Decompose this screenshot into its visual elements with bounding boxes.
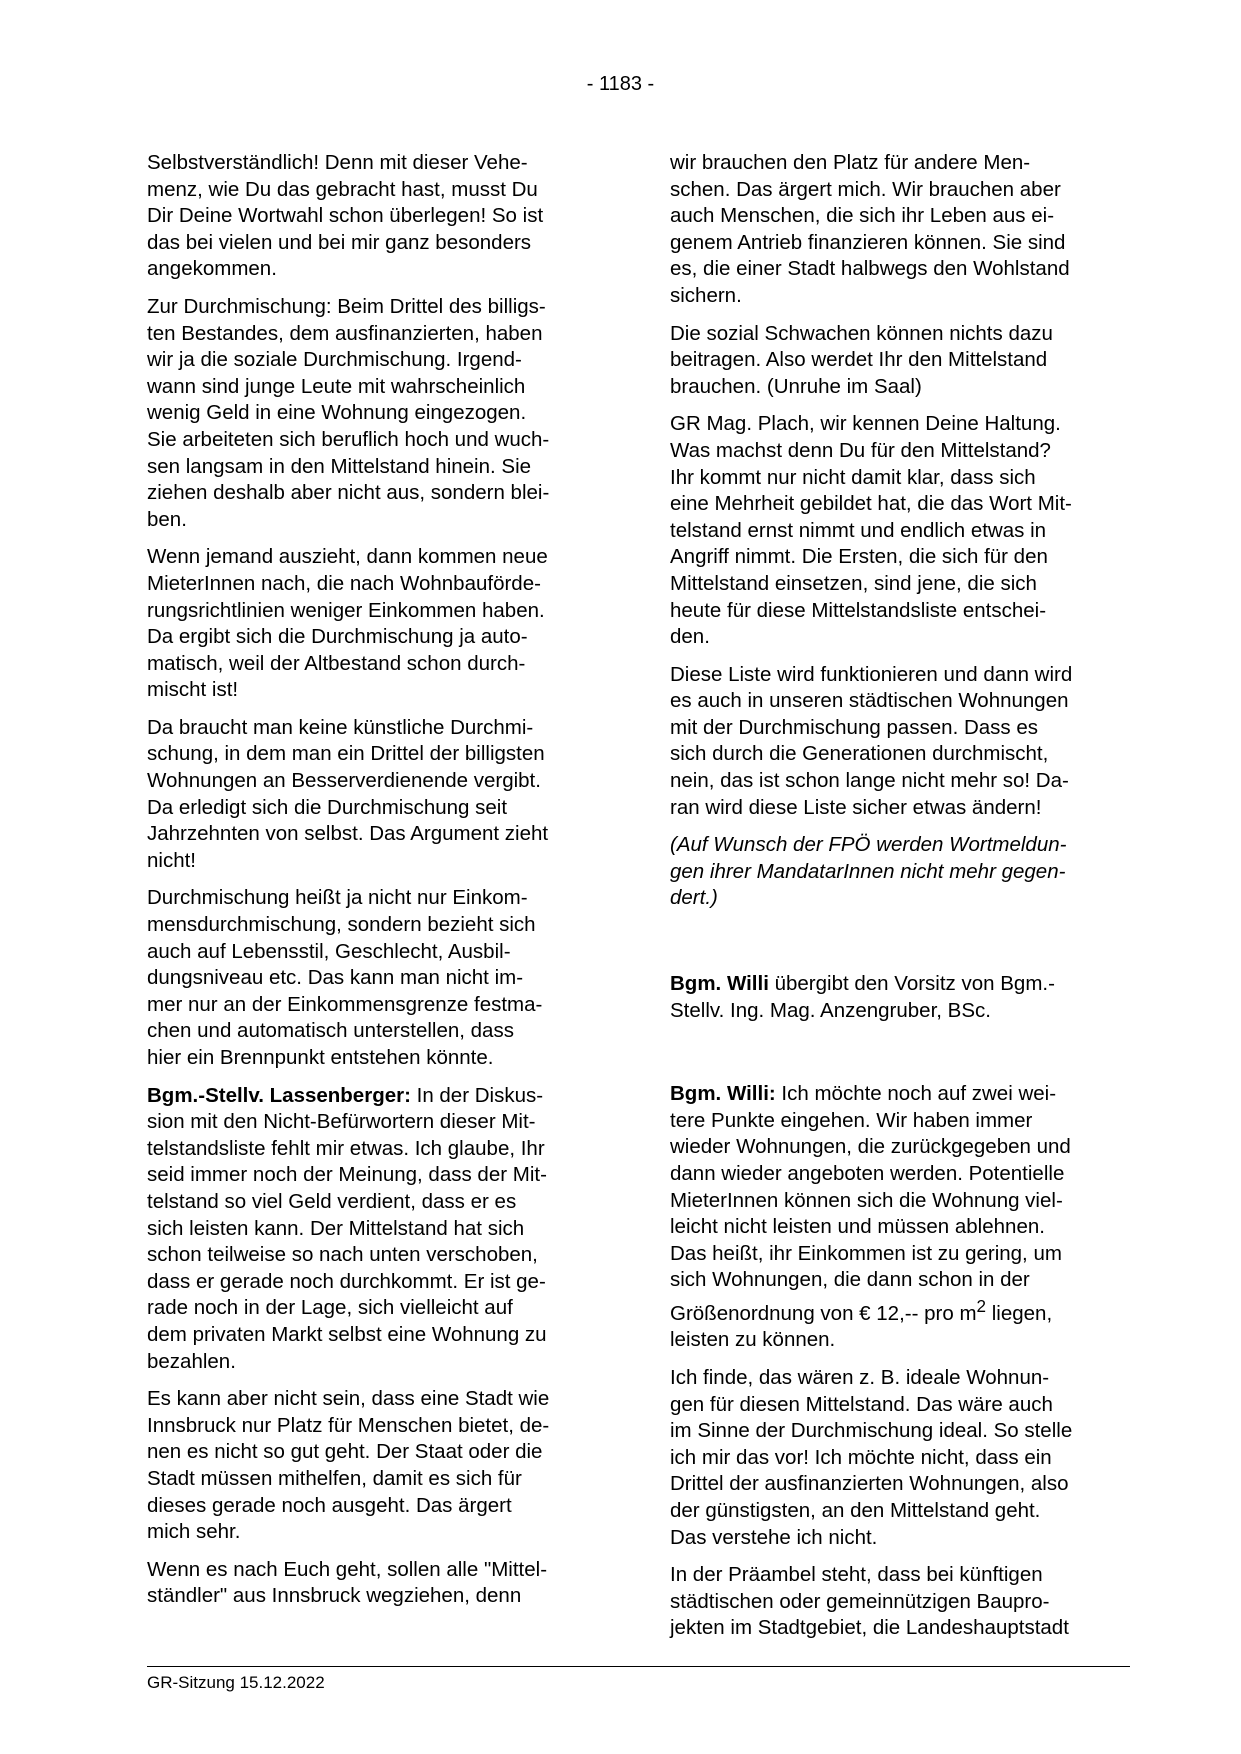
text-line: der günstigsten, an den Mittelstand geht.: [670, 1498, 1041, 1522]
paragraph: [670, 1562, 1130, 1642]
text-line: Was machst denn Du für den Mittelstand?: [670, 438, 1051, 462]
text-line: auch Menschen, die sich ihr Leben aus ei-: [670, 204, 1055, 228]
text-line: bezahlen.: [147, 1349, 236, 1373]
text-line: Das verstehe ich nicht.: [670, 1525, 878, 1549]
paragraph: [670, 662, 1130, 822]
text-line: mensdurchmischung, sondern bezieht sich: [147, 913, 536, 937]
text-line: sich leisten kann. Der Mittelstand hat sich: [147, 1216, 525, 1240]
text-line: Stellv. Ing. Mag. Anzengruber, BSc.: [670, 998, 991, 1022]
text-line: schen. Das ärgert mich. Wir brauchen aber: [670, 177, 1061, 201]
speaker-name: Bgm.-Stellv. Lassenberger:: [147, 1083, 411, 1107]
text-line: dieses gerade noch ausgeht. Das ärgert: [147, 1493, 512, 1517]
text-line: rade noch in der Lage, sich vielleicht auf: [147, 1296, 513, 1320]
superscript: 2: [976, 1296, 987, 1316]
text-line: chen und automatisch unterstellen, dass: [147, 1019, 514, 1043]
text-line: mer nur an der Einkommensgrenze festma-: [147, 992, 543, 1016]
text-line: ran wird diese Liste sicher etwas ändern!: [670, 795, 1042, 819]
text-line: dem privaten Markt selbst eine Wohnung zu: [147, 1322, 547, 1346]
text-line: brauchen. (Unruhe im Saal): [670, 374, 922, 398]
text-line: den.: [670, 625, 710, 649]
text-line: Es kann aber nicht sein, dass eine Stadt wie: [147, 1387, 550, 1411]
text-line: mich sehr.: [147, 1520, 241, 1544]
text-line: Das heißt, ihr Einkommen ist zu gering, um: [670, 1241, 1062, 1265]
text-line: hier ein Brennpunkt entstehen könnte.: [147, 1046, 494, 1069]
paragraph: [670, 150, 1130, 310]
text-line: dungsniveau etc. Das kann man nicht im-: [147, 966, 524, 990]
text-line: Wenn jemand auszieht, dann kommen neue: [147, 545, 548, 569]
text-line: Ich finde, das wären z. B. ideale Wohnun-: [670, 1365, 1050, 1389]
paragraph: [147, 1386, 602, 1546]
speaker-name: Bgm. Willi: [670, 972, 769, 996]
paragraph: [147, 294, 602, 533]
text-line: Durchmischung heißt ja nicht nur Einkom-: [147, 886, 528, 910]
text-line: Diese Liste wird funktionieren und dann wird: [670, 662, 1073, 686]
speech-text: übergibt den Vorsitz von Bgm.-: [768, 972, 1055, 996]
text-line: Sie arbeiteten sich beruflich hoch und wuch-: [147, 427, 550, 451]
text-line: ständler" aus Innsbruck wegziehen, denn: [147, 1584, 522, 1608]
speech-willi: [670, 1081, 1130, 1354]
text-line: MieterInnen nach, die nach Wohnbauförde-: [147, 571, 541, 595]
text-line: Zur Durchmischung: Beim Drittel des billigs-: [147, 294, 546, 318]
text-line: Mittelstand einsetzen, sind jene, die sich: [670, 571, 1037, 595]
text-line: tere Punkte eingehen. Wir haben immer: [670, 1108, 1033, 1132]
text-line: auch auf Lebensstil, Geschlecht, Ausbil-: [147, 939, 511, 963]
text-line: In der Präambel steht, dass bei künftigen: [670, 1563, 1043, 1587]
text-line: ziehen deshalb aber nicht aus, sondern blei-: [147, 481, 550, 505]
text-line: beitragen. Also werdet Ihr den Mittelstand: [670, 348, 1048, 372]
text-line: eine Mehrheit gebildet hat, die das Wort Mit-: [670, 492, 1072, 516]
text-line: sichern.: [670, 283, 742, 307]
text-line: nicht!: [147, 848, 196, 872]
paragraph: [147, 885, 602, 1071]
speech-text: In der Diskus-: [410, 1083, 544, 1107]
text-line: rungsrichtlinien weniger Einkommen haben.: [147, 598, 545, 622]
text-line: telstand ernst nimmt und endlich etwas in: [670, 518, 1047, 542]
paragraph: [670, 1365, 1130, 1551]
paragraph: [670, 411, 1130, 650]
text-line: Wenn es nach Euch geht, sollen alle "Mittel-: [147, 1557, 548, 1581]
text-line: nen es nicht so gut geht. Der Staat oder die: [147, 1440, 543, 1464]
text-line: mit der Durchmischung passen. Dass es: [670, 715, 1039, 739]
text-line: Jahrzehnten von selbst. Das Argument zieht: [147, 822, 549, 846]
text-line: menz, wie Du das gebracht hast, musst Du: [147, 177, 538, 201]
text-line: GR Mag. Plach, wir kennen Deine Haltung.: [670, 412, 1061, 436]
text-line: schung, in dem man ein Drittel der billigsten: [147, 742, 545, 766]
text-line: leisten zu können.: [670, 1328, 836, 1352]
page-number: - 1183 -: [586, 73, 655, 95]
paragraph: [147, 715, 602, 875]
text-line: ten Bestandes, dem ausfinanzierten, haben: [147, 321, 543, 345]
chair-handover: [670, 971, 1130, 1024]
text-line: sion mit den Nicht-Befürwortern dieser Mit-: [147, 1110, 536, 1134]
text-line: [670, 1294, 1130, 1327]
text-line: ich mir das vor! Ich möchte nicht, dass ein: [670, 1445, 1052, 1469]
text-line: wenig Geld in eine Wohnung eingezogen.: [147, 401, 527, 425]
text-line: mischt ist!: [147, 678, 239, 702]
text-line: angekommen.: [147, 257, 277, 281]
text-line: Die sozial Schwachen können nichts dazu: [670, 321, 1053, 345]
price-text: Größenordnung von € 12,-- pro m: [670, 1301, 977, 1325]
text-line: dass er gerade noch durchkommt. Er ist ge-: [147, 1269, 546, 1293]
text-line: dann wieder angeboten werden. Potentielle: [670, 1162, 1065, 1185]
text-line: sich Wohnungen, die dann schon in der: [670, 1268, 1030, 1292]
text-line: gen für diesen Mittelstand. Das wäre auch: [670, 1392, 1053, 1416]
text-line: städtischen oder gemeinnützigen Baupro-: [670, 1589, 1050, 1613]
text-line: Innsbruck nur Platz für Menschen bietet, de-: [147, 1413, 550, 1437]
text-line: telstand so viel Geld verdient, dass er es: [147, 1189, 517, 1213]
footer-session-date: GR-Sitzung 15.12.2022: [147, 1673, 325, 1692]
text-line: das bei vielen und bei mir ganz besonders: [147, 230, 532, 254]
paragraph: [147, 150, 602, 283]
paragraph: [147, 1557, 602, 1610]
text-line: Angriff nimmt. Die Ersten, die sich für den: [670, 545, 1048, 569]
text-line: matisch, weil der Altbestand schon durch-: [147, 651, 526, 675]
paragraph: [147, 544, 602, 704]
speaker-name: Bgm. Willi:: [670, 1082, 776, 1106]
text-line: [147, 1083, 602, 1110]
text-line: Stadt müssen mithelfen, damit es sich für: [147, 1466, 522, 1490]
text-line: sich durch die Generationen durchmischt,: [670, 742, 1049, 766]
text-line: Wohnungen an Besserverdienende vergibt.: [147, 769, 541, 793]
left-column: [147, 150, 602, 1621]
footer-divider: [147, 1666, 1130, 1667]
text-line: [670, 1081, 1130, 1108]
text-line: wann sind junge Leute mit wahrscheinlich: [147, 374, 526, 398]
text-line: heute für diese Mittelstandsliste entschei-: [670, 598, 1047, 622]
text-line: Selbstverständlich! Denn mit dieser Vehe-: [147, 151, 528, 174]
text-line: genem Antrieb finanzieren können. Sie sind: [670, 230, 1066, 254]
text-line: gen ihrer MandatarInnen nicht mehr gegen-: [670, 859, 1066, 883]
text-line: im Sinne der Durchmischung ideal. So stelle: [670, 1419, 1073, 1443]
text-line: (Auf Wunsch der FPÖ werden Wortmeldun-: [670, 833, 1067, 857]
text-line: jekten im Stadtgebiet, die Landeshauptstadt: [670, 1616, 1069, 1640]
text-line: wir brauchen den Platz für andere Men-: [670, 151, 1031, 174]
text-line: wieder Wohnungen, die zurückgegeben und: [670, 1135, 1071, 1159]
text-line: es, die einer Stadt halbwegs den Wohlstand: [670, 257, 1070, 281]
vertical-gap: [670, 923, 1130, 971]
text-line: schon teilweise so nach unten verschoben,: [147, 1243, 538, 1267]
paragraph: [670, 321, 1130, 401]
text-line: Drittel der ausfinanzierten Wohnungen, also: [670, 1472, 1069, 1496]
text-line: Da braucht man keine künstliche Durchmi-: [147, 715, 534, 739]
text-line: ben.: [147, 507, 187, 531]
price-text-end: liegen,: [986, 1301, 1053, 1325]
right-column: [670, 150, 1130, 1653]
speech-text: Ich möchte noch auf zwei wei-: [775, 1082, 1057, 1106]
vertical-gap: [670, 1035, 1130, 1081]
text-line: seid immer noch der Meinung, dass der Mit-: [147, 1163, 547, 1187]
text-line: leicht nicht leisten und müssen ablehnen.: [670, 1215, 1045, 1239]
text-line: Da erledigt sich die Durchmischung seit: [147, 795, 508, 819]
text-line: nein, das ist schon lange nicht mehr so! Da-: [670, 769, 1069, 793]
text-line: Dir Deine Wortwahl schon überlegen! So ist: [147, 204, 544, 228]
text-line: MieterInnen können sich die Wohnung viel-: [670, 1188, 1063, 1212]
text-line: es auch in unseren städtischen Wohnungen: [670, 689, 1069, 713]
text-line: telstandsliste fehlt mir etwas. Ich glaube, Ihr: [147, 1136, 545, 1160]
text-line: Ihr kommt nur nicht damit klar, dass sich: [670, 465, 1036, 489]
text-line: Da ergibt sich die Durchmischung ja auto-: [147, 625, 528, 649]
speech-lassenberger: [147, 1083, 602, 1376]
text-line: [670, 971, 1130, 998]
editorial-note: [670, 832, 1130, 912]
text-line: wir ja die soziale Durchmischung. Irgend-: [147, 348, 522, 372]
text-line: dert.): [670, 886, 718, 910]
text-line: sen langsam in den Mittelstand hinein. Sie: [147, 454, 532, 478]
